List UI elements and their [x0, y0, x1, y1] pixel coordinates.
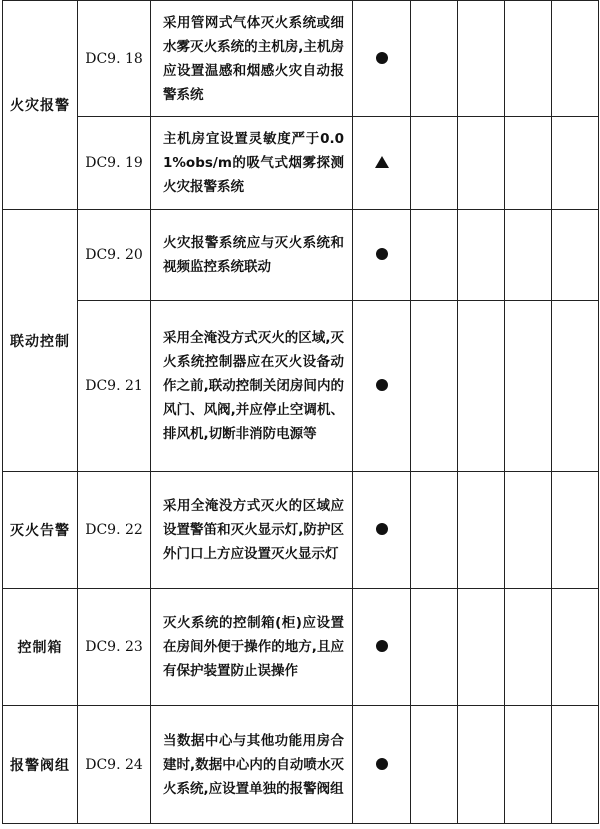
- empty-cell: [458, 589, 505, 706]
- category-cell: 火灾报警: [3, 1, 78, 210]
- filled-circle-icon: [376, 523, 388, 535]
- mark-cell: [353, 301, 411, 472]
- mark-cell: [353, 472, 411, 589]
- mark-cell: [353, 706, 411, 824]
- code-cell: DC9. 22: [78, 472, 151, 589]
- empty-cell: [458, 706, 505, 824]
- filled-circle-icon: [376, 640, 388, 652]
- empty-cell: [505, 117, 552, 210]
- code-cell: DC9. 23: [78, 589, 151, 706]
- mark-cell: [353, 1, 411, 117]
- empty-cell: [411, 589, 458, 706]
- empty-cell: [505, 210, 552, 301]
- mark-cell: [353, 210, 411, 301]
- empty-cell: [411, 1, 458, 117]
- empty-cell: [552, 210, 599, 301]
- category-cell: 联动控制: [3, 210, 78, 472]
- description-cell: 火灾报警系统应与灭火系统和视频监控系统联动: [151, 210, 353, 301]
- mark-cell: [353, 589, 411, 706]
- empty-cell: [411, 706, 458, 824]
- empty-cell: [458, 117, 505, 210]
- empty-cell: [552, 1, 599, 117]
- description-cell: 采用管网式气体灭火系统或细水雾灭火系统的主机房,主机房应设置温感和烟感火灾自动报警系统: [151, 1, 353, 117]
- filled-circle-icon: [376, 758, 388, 770]
- empty-cell: [458, 472, 505, 589]
- empty-cell: [505, 589, 552, 706]
- filled-circle-icon: [376, 52, 388, 64]
- category-cell: 报警阀组: [3, 706, 78, 824]
- empty-cell: [552, 117, 599, 210]
- description-cell: 灭火系统的控制箱(柜)应设置在房间外便于操作的地方,且应有保护装置防止误操作: [151, 589, 353, 706]
- empty-cell: [458, 210, 505, 301]
- code-cell: DC9. 18: [78, 1, 151, 117]
- table-row: [3, 589, 599, 706]
- empty-cell: [458, 301, 505, 472]
- empty-cell: [552, 472, 599, 589]
- empty-cell: [505, 301, 552, 472]
- empty-cell: [505, 706, 552, 824]
- empty-cell: [411, 301, 458, 472]
- empty-cell: [552, 589, 599, 706]
- description-cell: 当数据中心与其他功能用房合建时,数据中心内的自动喷水灭火系统,应设置单独的报警阀组: [151, 706, 353, 824]
- code-cell: DC9. 21: [78, 301, 151, 472]
- category-cell: 灭火告警: [3, 472, 78, 589]
- empty-cell: [505, 1, 552, 117]
- empty-cell: [458, 1, 505, 117]
- table-row: [3, 301, 599, 472]
- table-row: [3, 706, 599, 824]
- code-cell: DC9. 24: [78, 706, 151, 824]
- empty-cell: [552, 706, 599, 824]
- empty-cell: [411, 117, 458, 210]
- table-row: [3, 1, 599, 117]
- description-cell: 采用全淹没方式灭火的区域,灭火系统控制器应在灭火设备动作之前,联动控制关闭房间内的风门、风阀,并应停止空调机、排风机,切断非消防电源等: [151, 301, 353, 472]
- table-row: [3, 210, 599, 301]
- empty-cell: [505, 472, 552, 589]
- category-cell: 控制箱: [3, 589, 78, 706]
- description-cell: 采用全淹没方式灭火的区域应设置警笛和灭火显示灯,防护区外门口上方应设置灭火显示灯: [151, 472, 353, 589]
- filled-triangle-icon: [375, 156, 389, 168]
- table-row: [3, 117, 599, 210]
- empty-cell: [552, 301, 599, 472]
- table-row: [3, 472, 599, 589]
- description-cell: 主机房宜设置灵敏度严于0.01%obs/m的吸气式烟雾探测火灾报警系统: [151, 117, 353, 210]
- empty-cell: [411, 210, 458, 301]
- filled-circle-icon: [376, 248, 388, 260]
- filled-circle-icon: [376, 379, 388, 391]
- code-cell: DC9. 20: [78, 210, 151, 301]
- code-cell: DC9. 19: [78, 117, 151, 210]
- empty-cell: [411, 472, 458, 589]
- requirements-table: [2, 0, 599, 824]
- mark-cell: [353, 117, 411, 210]
